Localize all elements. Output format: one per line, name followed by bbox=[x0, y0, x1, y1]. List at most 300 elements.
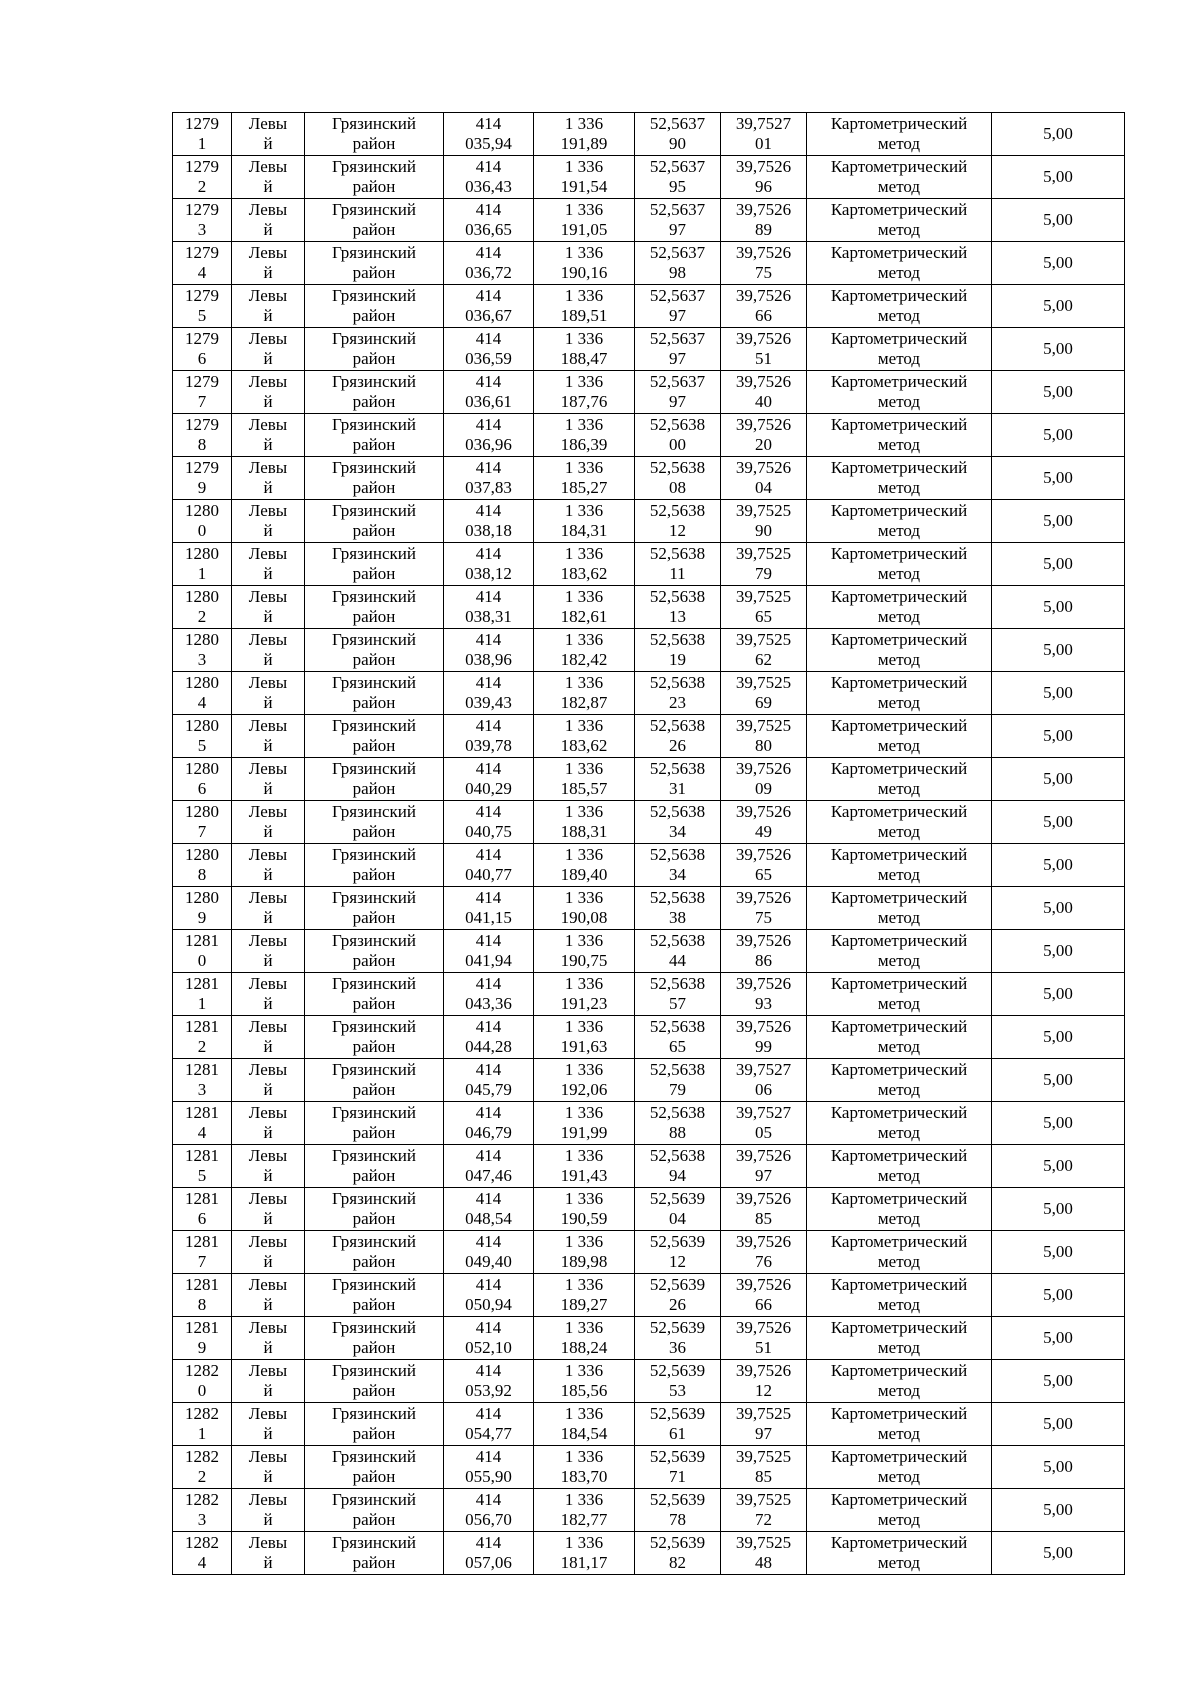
point-number-cell-line: 3 bbox=[197, 1510, 207, 1529]
latitude-cell-line: 52,5639 bbox=[649, 1232, 706, 1251]
longitude-cell-line: 39,7526 bbox=[735, 415, 792, 434]
district-cell-line: Грязинский bbox=[332, 1275, 416, 1294]
x-coordinate-cell bbox=[444, 801, 534, 844]
y-coordinate-cell-line: 191,54 bbox=[560, 177, 608, 196]
point-number-cell bbox=[173, 801, 232, 844]
point-number-cell-line: 8 bbox=[197, 435, 207, 454]
y-coordinate-cell-line: 1 336 bbox=[564, 372, 604, 391]
district-cell-line: Грязинский bbox=[332, 1103, 416, 1122]
accuracy-cell bbox=[992, 285, 1125, 328]
y-coordinate-cell-line: 188,47 bbox=[560, 349, 608, 368]
x-coordinate-cell-line: 040,77 bbox=[465, 865, 512, 884]
longitude-cell-line: 39,7526 bbox=[735, 157, 792, 176]
x-coordinate-cell-line: 414 bbox=[475, 974, 502, 993]
table-row bbox=[173, 1532, 1125, 1575]
method-cell-line: метод bbox=[877, 1338, 921, 1357]
accuracy-value: 5,00 bbox=[1043, 210, 1073, 229]
accuracy-cell bbox=[992, 1188, 1125, 1231]
point-number-cell-line: 7 bbox=[197, 822, 207, 841]
x-coordinate-cell-line: 036,96 bbox=[465, 435, 512, 454]
method-cell-line: Картометрический bbox=[830, 630, 968, 649]
bank-side-cell-line: й bbox=[263, 1338, 273, 1357]
y-coordinate-cell-line: 1 336 bbox=[564, 888, 604, 907]
method-cell bbox=[807, 1360, 992, 1403]
x-coordinate-cell-line: 414 bbox=[475, 716, 502, 735]
method-cell-line: Картометрический bbox=[830, 1404, 968, 1423]
point-number-cell bbox=[173, 844, 232, 887]
x-coordinate-cell bbox=[444, 1188, 534, 1231]
y-coordinate-cell-line: 190,16 bbox=[560, 263, 608, 282]
accuracy-cell bbox=[992, 1403, 1125, 1446]
longitude-cell bbox=[721, 500, 807, 543]
point-number-cell bbox=[173, 1446, 232, 1489]
bank-side-cell-line: й bbox=[263, 607, 273, 626]
x-coordinate-cell bbox=[444, 629, 534, 672]
latitude-cell-line: 11 bbox=[669, 564, 686, 583]
point-number-cell bbox=[173, 156, 232, 199]
x-coordinate-cell-line: 414 bbox=[475, 845, 502, 864]
district-cell-line: Грязинский bbox=[332, 888, 416, 907]
bank-side-cell bbox=[232, 285, 305, 328]
latitude-cell bbox=[635, 414, 721, 457]
method-cell bbox=[807, 457, 992, 500]
y-coordinate-cell bbox=[534, 629, 635, 672]
district-cell bbox=[305, 457, 444, 500]
longitude-cell-line: 39,7526 bbox=[735, 200, 792, 219]
accuracy-value: 5,00 bbox=[1043, 1027, 1073, 1046]
table-row bbox=[173, 371, 1125, 414]
y-coordinate-cell-line: 190,59 bbox=[560, 1209, 608, 1228]
point-number-cell bbox=[173, 1489, 232, 1532]
district-cell-line: район bbox=[352, 736, 396, 755]
bank-side-cell bbox=[232, 1231, 305, 1274]
x-coordinate-cell-line: 414 bbox=[475, 372, 502, 391]
y-coordinate-cell bbox=[534, 801, 635, 844]
method-cell-line: метод bbox=[877, 779, 921, 798]
district-cell-line: район bbox=[352, 908, 396, 927]
latitude-cell-line: 52,5637 bbox=[649, 286, 706, 305]
longitude-cell bbox=[721, 629, 807, 672]
table-row bbox=[173, 543, 1125, 586]
method-cell bbox=[807, 1446, 992, 1489]
accuracy-value: 5,00 bbox=[1043, 597, 1073, 616]
point-number-cell bbox=[173, 1016, 232, 1059]
latitude-cell-line: 97 bbox=[669, 392, 686, 411]
latitude-cell-line: 34 bbox=[669, 865, 686, 884]
point-number-cell-line: 1280 bbox=[185, 716, 219, 735]
latitude-cell-line: 97 bbox=[669, 306, 686, 325]
method-cell-line: метод bbox=[877, 1166, 921, 1185]
longitude-cell-line: 39,7526 bbox=[735, 1318, 792, 1337]
longitude-cell bbox=[721, 328, 807, 371]
y-coordinate-cell-line: 1 336 bbox=[564, 1017, 604, 1036]
district-cell-line: Грязинский bbox=[332, 673, 416, 692]
point-number-cell bbox=[173, 586, 232, 629]
method-cell-line: метод bbox=[877, 865, 921, 884]
x-coordinate-cell-line: 414 bbox=[475, 1490, 502, 1509]
accuracy-value: 5,00 bbox=[1043, 640, 1073, 659]
method-cell-line: метод bbox=[877, 263, 921, 282]
latitude-cell bbox=[635, 1317, 721, 1360]
latitude-cell bbox=[635, 1446, 721, 1489]
latitude-cell-line: 52,5639 bbox=[649, 1447, 706, 1466]
method-cell-line: Картометрический bbox=[830, 1103, 968, 1122]
longitude-cell-line: 39,7527 bbox=[735, 1103, 792, 1122]
accuracy-value: 5,00 bbox=[1043, 1500, 1073, 1519]
longitude-cell bbox=[721, 1317, 807, 1360]
district-cell-line: Грязинский bbox=[332, 286, 416, 305]
latitude-cell-line: 52,5638 bbox=[649, 1017, 706, 1036]
bank-side-cell-line: й bbox=[263, 1123, 273, 1142]
latitude-cell-line: 36 bbox=[669, 1338, 686, 1357]
longitude-cell bbox=[721, 1489, 807, 1532]
bank-side-cell bbox=[232, 500, 305, 543]
table-row bbox=[173, 113, 1125, 156]
longitude-cell bbox=[721, 1403, 807, 1446]
district-cell bbox=[305, 672, 444, 715]
method-cell bbox=[807, 801, 992, 844]
accuracy-cell bbox=[992, 973, 1125, 1016]
y-coordinate-cell bbox=[534, 1446, 635, 1489]
district-cell bbox=[305, 1489, 444, 1532]
accuracy-value: 5,00 bbox=[1043, 296, 1073, 315]
latitude-cell bbox=[635, 715, 721, 758]
x-coordinate-cell bbox=[444, 1059, 534, 1102]
accuracy-value: 5,00 bbox=[1043, 1199, 1073, 1218]
district-cell-line: район bbox=[352, 1424, 396, 1443]
latitude-cell bbox=[635, 1274, 721, 1317]
point-number-cell-line: 1282 bbox=[185, 1447, 219, 1466]
x-coordinate-cell bbox=[444, 1145, 534, 1188]
y-coordinate-cell-line: 182,77 bbox=[560, 1510, 608, 1529]
district-cell bbox=[305, 1360, 444, 1403]
district-cell-line: район bbox=[352, 1166, 396, 1185]
bank-side-cell-line: й bbox=[263, 220, 273, 239]
bank-side-cell-line: Левы bbox=[248, 974, 288, 993]
latitude-cell-line: 52,5638 bbox=[649, 673, 706, 692]
method-cell-line: Картометрический bbox=[830, 587, 968, 606]
longitude-cell bbox=[721, 113, 807, 156]
longitude-cell-line: 39,7526 bbox=[735, 888, 792, 907]
accuracy-cell bbox=[992, 672, 1125, 715]
bank-side-cell-line: Левы bbox=[248, 630, 288, 649]
x-coordinate-cell-line: 414 bbox=[475, 1447, 502, 1466]
method-cell-line: метод bbox=[877, 1252, 921, 1271]
y-coordinate-cell-line: 1 336 bbox=[564, 673, 604, 692]
bank-side-cell-line: й bbox=[263, 908, 273, 927]
latitude-cell-line: 44 bbox=[669, 951, 686, 970]
accuracy-cell bbox=[992, 1532, 1125, 1575]
district-cell-line: район bbox=[352, 1381, 396, 1400]
y-coordinate-cell-line: 1 336 bbox=[564, 243, 604, 262]
bank-side-cell-line: й bbox=[263, 779, 273, 798]
y-coordinate-cell-line: 1 336 bbox=[564, 630, 604, 649]
x-coordinate-cell-line: 414 bbox=[475, 1146, 502, 1165]
point-number-cell-line: 3 bbox=[197, 1080, 207, 1099]
district-cell-line: Грязинский bbox=[332, 1060, 416, 1079]
point-number-cell-line: 1281 bbox=[185, 1275, 219, 1294]
point-number-cell bbox=[173, 242, 232, 285]
y-coordinate-cell-line: 185,27 bbox=[560, 478, 608, 497]
district-cell-line: Грязинский bbox=[332, 200, 416, 219]
point-number-cell-line: 6 bbox=[197, 779, 207, 798]
longitude-cell-line: 65 bbox=[755, 607, 772, 626]
point-number-cell-line: 1279 bbox=[185, 200, 219, 219]
bank-side-cell-line: Левы bbox=[248, 1361, 288, 1380]
method-cell bbox=[807, 500, 992, 543]
point-number-cell bbox=[173, 672, 232, 715]
latitude-cell bbox=[635, 1102, 721, 1145]
latitude-cell-line: 34 bbox=[669, 822, 686, 841]
x-coordinate-cell-line: 049,40 bbox=[465, 1252, 512, 1271]
x-coordinate-cell bbox=[444, 543, 534, 586]
y-coordinate-cell-line: 191,43 bbox=[560, 1166, 608, 1185]
bank-side-cell bbox=[232, 715, 305, 758]
method-cell-line: Картометрический bbox=[830, 1361, 968, 1380]
district-cell-line: Грязинский bbox=[332, 1404, 416, 1423]
method-cell-line: Картометрический bbox=[830, 1533, 968, 1552]
accuracy-cell bbox=[992, 113, 1125, 156]
accuracy-value: 5,00 bbox=[1043, 1242, 1073, 1261]
point-number-cell-line: 1281 bbox=[185, 1318, 219, 1337]
bank-side-cell bbox=[232, 1360, 305, 1403]
accuracy-cell bbox=[992, 1360, 1125, 1403]
latitude-cell bbox=[635, 113, 721, 156]
method-cell-line: Картометрический bbox=[830, 415, 968, 434]
bank-side-cell-line: й bbox=[263, 1252, 273, 1271]
latitude-cell-line: 52,5637 bbox=[649, 114, 706, 133]
bank-side-cell bbox=[232, 801, 305, 844]
y-coordinate-cell-line: 1 336 bbox=[564, 1146, 604, 1165]
latitude-cell-line: 04 bbox=[669, 1209, 686, 1228]
method-cell bbox=[807, 199, 992, 242]
bank-side-cell-line: Левы bbox=[248, 544, 288, 563]
x-coordinate-cell-line: 414 bbox=[475, 630, 502, 649]
x-coordinate-cell-line: 041,94 bbox=[465, 951, 512, 970]
longitude-cell-line: 96 bbox=[755, 177, 772, 196]
longitude-cell-line: 39,7526 bbox=[735, 1361, 792, 1380]
longitude-cell-line: 39,7525 bbox=[735, 501, 792, 520]
longitude-cell bbox=[721, 1532, 807, 1575]
bank-side-cell-line: Левы bbox=[248, 1533, 288, 1552]
x-coordinate-cell-line: 056,70 bbox=[465, 1510, 512, 1529]
latitude-cell bbox=[635, 758, 721, 801]
y-coordinate-cell bbox=[534, 973, 635, 1016]
table-row bbox=[173, 156, 1125, 199]
method-cell-line: метод bbox=[877, 1123, 921, 1142]
district-cell-line: район bbox=[352, 1338, 396, 1357]
x-coordinate-cell-line: 414 bbox=[475, 1103, 502, 1122]
method-cell bbox=[807, 758, 992, 801]
table-row bbox=[173, 586, 1125, 629]
x-coordinate-cell-line: 036,59 bbox=[465, 349, 512, 368]
y-coordinate-cell bbox=[534, 371, 635, 414]
bank-side-cell-line: Левы bbox=[248, 1447, 288, 1466]
y-coordinate-cell-line: 189,51 bbox=[560, 306, 608, 325]
district-cell bbox=[305, 1231, 444, 1274]
method-cell-line: Картометрический bbox=[830, 157, 968, 176]
method-cell-line: метод bbox=[877, 1553, 921, 1572]
longitude-cell-line: 39,7526 bbox=[735, 1189, 792, 1208]
bank-side-cell-line: Левы bbox=[248, 759, 288, 778]
district-cell-line: Грязинский bbox=[332, 974, 416, 993]
district-cell-line: район bbox=[352, 951, 396, 970]
latitude-cell-line: 52,5639 bbox=[649, 1275, 706, 1294]
accuracy-value: 5,00 bbox=[1043, 425, 1073, 444]
district-cell-line: район bbox=[352, 220, 396, 239]
method-cell-line: метод bbox=[877, 607, 921, 626]
method-cell bbox=[807, 543, 992, 586]
method-cell-line: Картометрический bbox=[830, 888, 968, 907]
district-cell-line: Грязинский bbox=[332, 1318, 416, 1337]
district-cell-line: Грязинский bbox=[332, 1490, 416, 1509]
x-coordinate-cell-line: 043,36 bbox=[465, 994, 512, 1013]
accuracy-value: 5,00 bbox=[1043, 382, 1073, 401]
longitude-cell bbox=[721, 414, 807, 457]
district-cell bbox=[305, 1532, 444, 1575]
latitude-cell-line: 61 bbox=[669, 1424, 686, 1443]
method-cell-line: метод bbox=[877, 1467, 921, 1486]
latitude-cell-line: 90 bbox=[669, 134, 686, 153]
table-row bbox=[173, 1446, 1125, 1489]
bank-side-cell-line: Левы bbox=[248, 415, 288, 434]
method-cell-line: Картометрический bbox=[830, 931, 968, 950]
point-number-cell-line: 5 bbox=[197, 1166, 207, 1185]
latitude-cell-line: 88 bbox=[669, 1123, 686, 1142]
bank-side-cell-line: Левы bbox=[248, 716, 288, 735]
point-number-cell-line: 1280 bbox=[185, 759, 219, 778]
bank-side-cell-line: й bbox=[263, 521, 273, 540]
y-coordinate-cell bbox=[534, 328, 635, 371]
accuracy-cell bbox=[992, 1016, 1125, 1059]
bank-side-cell-line: й bbox=[263, 435, 273, 454]
district-cell-line: район bbox=[352, 779, 396, 798]
latitude-cell-line: 52,5638 bbox=[649, 716, 706, 735]
accuracy-cell bbox=[992, 1145, 1125, 1188]
table-row bbox=[173, 1489, 1125, 1532]
latitude-cell-line: 52,5638 bbox=[649, 931, 706, 950]
point-number-cell bbox=[173, 414, 232, 457]
district-cell bbox=[305, 1102, 444, 1145]
longitude-cell-line: 39,7526 bbox=[735, 845, 792, 864]
district-cell bbox=[305, 844, 444, 887]
x-coordinate-cell-line: 036,65 bbox=[465, 220, 512, 239]
y-coordinate-cell bbox=[534, 500, 635, 543]
district-cell bbox=[305, 1016, 444, 1059]
point-number-cell-line: 1280 bbox=[185, 501, 219, 520]
district-cell-line: Грязинский bbox=[332, 458, 416, 477]
accuracy-cell bbox=[992, 801, 1125, 844]
method-cell bbox=[807, 1317, 992, 1360]
latitude-cell-line: 98 bbox=[669, 263, 686, 282]
accuracy-cell bbox=[992, 758, 1125, 801]
x-coordinate-cell bbox=[444, 242, 534, 285]
y-coordinate-cell-line: 1 336 bbox=[564, 1189, 604, 1208]
latitude-cell bbox=[635, 328, 721, 371]
point-number-cell bbox=[173, 1231, 232, 1274]
x-coordinate-cell-line: 414 bbox=[475, 1361, 502, 1380]
bank-side-cell-line: Левы bbox=[248, 1232, 288, 1251]
bank-side-cell-line: й bbox=[263, 177, 273, 196]
point-number-cell-line: 4 bbox=[197, 1553, 207, 1572]
point-number-cell bbox=[173, 113, 232, 156]
x-coordinate-cell-line: 044,28 bbox=[465, 1037, 512, 1056]
latitude-cell-line: 78 bbox=[669, 1510, 686, 1529]
point-number-cell bbox=[173, 371, 232, 414]
table-row bbox=[173, 414, 1125, 457]
method-cell bbox=[807, 328, 992, 371]
bank-side-cell-line: Левы bbox=[248, 587, 288, 606]
x-coordinate-cell-line: 036,61 bbox=[465, 392, 512, 411]
point-number-cell-line: 5 bbox=[197, 306, 207, 325]
accuracy-value: 5,00 bbox=[1043, 1285, 1073, 1304]
district-cell-line: район bbox=[352, 607, 396, 626]
method-cell bbox=[807, 887, 992, 930]
y-coordinate-cell-line: 1 336 bbox=[564, 587, 604, 606]
y-coordinate-cell bbox=[534, 543, 635, 586]
x-coordinate-cell-line: 414 bbox=[475, 673, 502, 692]
x-coordinate-cell-line: 036,67 bbox=[465, 306, 512, 325]
longitude-cell-line: 89 bbox=[755, 220, 772, 239]
longitude-cell bbox=[721, 1145, 807, 1188]
district-cell bbox=[305, 715, 444, 758]
accuracy-cell bbox=[992, 457, 1125, 500]
y-coordinate-cell bbox=[534, 1532, 635, 1575]
x-coordinate-cell-line: 414 bbox=[475, 114, 502, 133]
y-coordinate-cell-line: 183,62 bbox=[560, 564, 608, 583]
district-cell-line: район bbox=[352, 478, 396, 497]
point-number-cell-line: 4 bbox=[197, 693, 207, 712]
latitude-cell bbox=[635, 1532, 721, 1575]
bank-side-cell-line: Левы bbox=[248, 1318, 288, 1337]
district-cell-line: Грязинский bbox=[332, 630, 416, 649]
latitude-cell-line: 52,5638 bbox=[649, 974, 706, 993]
x-coordinate-cell bbox=[444, 1231, 534, 1274]
bank-side-cell bbox=[232, 1102, 305, 1145]
district-cell-line: район bbox=[352, 392, 396, 411]
y-coordinate-cell-line: 187,76 bbox=[560, 392, 608, 411]
latitude-cell-line: 52,5637 bbox=[649, 200, 706, 219]
district-cell-line: Грязинский bbox=[332, 1017, 416, 1036]
latitude-cell-line: 26 bbox=[669, 736, 686, 755]
longitude-cell-line: 79 bbox=[755, 564, 772, 583]
bank-side-cell bbox=[232, 1059, 305, 1102]
point-number-cell-line: 7 bbox=[197, 1252, 207, 1271]
longitude-cell-line: 85 bbox=[755, 1209, 772, 1228]
latitude-cell-line: 52,5638 bbox=[649, 845, 706, 864]
accuracy-value: 5,00 bbox=[1043, 683, 1073, 702]
y-coordinate-cell-line: 1 336 bbox=[564, 1103, 604, 1122]
point-number-cell-line: 1282 bbox=[185, 1361, 219, 1380]
district-cell-line: Грязинский bbox=[332, 415, 416, 434]
accuracy-cell bbox=[992, 1059, 1125, 1102]
longitude-cell bbox=[721, 457, 807, 500]
district-cell-line: Грязинский bbox=[332, 931, 416, 950]
bank-side-cell bbox=[232, 1489, 305, 1532]
table-row bbox=[173, 1231, 1125, 1274]
bank-side-cell-line: Левы bbox=[248, 501, 288, 520]
bank-side-cell-line: й bbox=[263, 650, 273, 669]
y-coordinate-cell-line: 1 336 bbox=[564, 329, 604, 348]
table-row bbox=[173, 973, 1125, 1016]
y-coordinate-cell-line: 1 336 bbox=[564, 931, 604, 950]
method-cell bbox=[807, 414, 992, 457]
longitude-cell-line: 39,7526 bbox=[735, 802, 792, 821]
y-coordinate-cell-line: 185,57 bbox=[560, 779, 608, 798]
point-number-cell-line: 0 bbox=[197, 951, 207, 970]
point-number-cell bbox=[173, 328, 232, 371]
bank-side-cell-line: Левы bbox=[248, 329, 288, 348]
